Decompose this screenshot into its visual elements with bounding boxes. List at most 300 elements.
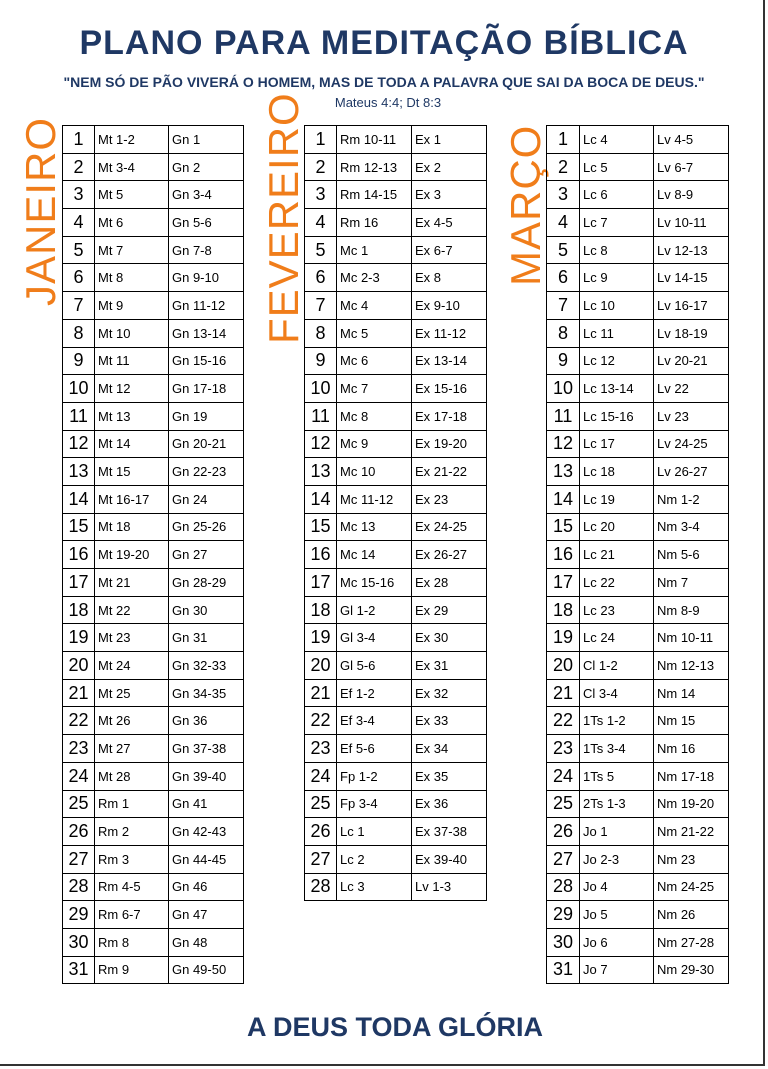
table-row (547, 458, 729, 486)
table-row (63, 928, 244, 956)
new-testament-reading: Jo 1 (580, 818, 654, 846)
table-row (63, 652, 244, 680)
day-number: 20 (63, 652, 95, 680)
old-testament-reading: Gn 13-14 (169, 319, 244, 347)
old-testament-reading: Gn 31 (169, 624, 244, 652)
table-row (547, 541, 729, 569)
old-testament-reading: Nm 21-22 (654, 818, 729, 846)
table-row (63, 679, 244, 707)
day-number: 2 (547, 153, 580, 181)
day-number: 18 (63, 596, 95, 624)
table-row (305, 458, 487, 486)
old-testament-reading: Ex 17-18 (412, 402, 487, 430)
table-row (547, 679, 729, 707)
new-testament-reading: Rm 4-5 (95, 873, 169, 901)
table-row (547, 319, 729, 347)
day-number: 5 (63, 236, 95, 264)
old-testament-reading: Gn 49-50 (169, 956, 244, 984)
table-row (305, 707, 487, 735)
day-number: 19 (547, 624, 580, 652)
new-testament-reading: Mc 1 (337, 236, 412, 264)
table-row (547, 485, 729, 513)
verse-reference: Mateus 4:4; Dt 8:3 (334, 95, 442, 110)
table-row (63, 707, 244, 735)
table-row (63, 956, 244, 984)
table-row (63, 319, 244, 347)
day-number: 14 (305, 485, 337, 513)
day-number: 17 (547, 569, 580, 597)
day-number: 16 (63, 541, 95, 569)
new-testament-reading: Mc 11-12 (337, 485, 412, 513)
day-number: 13 (547, 458, 580, 486)
day-number: 14 (547, 485, 580, 513)
day-number: 25 (305, 790, 337, 818)
day-number: 3 (305, 181, 337, 209)
new-testament-reading: Mt 19-20 (95, 541, 169, 569)
new-testament-reading: Lc 1 (337, 818, 412, 846)
old-testament-reading: Ex 28 (412, 569, 487, 597)
new-testament-reading: Jo 7 (580, 956, 654, 984)
table-row (547, 845, 729, 873)
new-testament-reading: Mc 13 (337, 513, 412, 541)
table-row (547, 624, 729, 652)
new-testament-reading: Lc 2 (337, 845, 412, 873)
new-testament-reading: Lc 12 (580, 347, 654, 375)
old-testament-reading: Gn 46 (169, 873, 244, 901)
old-testament-reading: Lv 18-19 (654, 319, 729, 347)
table-row (547, 430, 729, 458)
new-testament-reading: 1Ts 1-2 (580, 707, 654, 735)
table-row (63, 873, 244, 901)
new-testament-reading: Jo 6 (580, 928, 654, 956)
day-number: 28 (305, 873, 337, 901)
old-testament-reading: Gn 2 (169, 153, 244, 181)
new-testament-reading: Jo 2-3 (580, 845, 654, 873)
new-testament-reading: 1Ts 3-4 (580, 735, 654, 763)
day-number: 27 (63, 845, 95, 873)
new-testament-reading: Mt 16-17 (95, 485, 169, 513)
new-testament-reading: Rm 2 (95, 818, 169, 846)
day-number: 26 (63, 818, 95, 846)
day-number: 8 (305, 319, 337, 347)
table-row (305, 485, 487, 513)
new-testament-reading: Lc 21 (580, 541, 654, 569)
old-testament-reading: Ex 8 (412, 264, 487, 292)
old-testament-reading: Nm 29-30 (654, 956, 729, 984)
day-number: 9 (547, 347, 580, 375)
new-testament-reading: Rm 9 (95, 956, 169, 984)
day-number: 24 (305, 762, 337, 790)
new-testament-reading: Jo 5 (580, 901, 654, 929)
day-number: 27 (305, 845, 337, 873)
old-testament-reading: Nm 1-2 (654, 485, 729, 513)
new-testament-reading: Fp 3-4 (337, 790, 412, 818)
new-testament-reading: Lc 5 (580, 153, 654, 181)
table-row (305, 845, 487, 873)
new-testament-reading: Lc 22 (580, 569, 654, 597)
table-row (547, 209, 729, 237)
day-number: 8 (547, 319, 580, 347)
old-testament-reading: Ex 30 (412, 624, 487, 652)
new-testament-reading: Mt 24 (95, 652, 169, 680)
new-testament-reading: Mt 27 (95, 735, 169, 763)
day-number: 20 (547, 652, 580, 680)
old-testament-reading: Lv 14-15 (654, 264, 729, 292)
day-number: 2 (305, 153, 337, 181)
old-testament-reading: Ex 33 (412, 707, 487, 735)
new-testament-reading: Mt 26 (95, 707, 169, 735)
old-testament-reading: Gn 5-6 (169, 209, 244, 237)
table-row (63, 569, 244, 597)
table-row (547, 513, 729, 541)
old-testament-reading: Lv 20-21 (654, 347, 729, 375)
reading-table-janeiro (62, 125, 244, 984)
day-number: 8 (63, 319, 95, 347)
old-testament-reading: Ex 9-10 (412, 292, 487, 320)
old-testament-reading: Nm 23 (654, 845, 729, 873)
old-testament-reading: Ex 15-16 (412, 375, 487, 403)
old-testament-reading: Nm 15 (654, 707, 729, 735)
old-testament-reading: Gn 30 (169, 596, 244, 624)
new-testament-reading: Mc 10 (337, 458, 412, 486)
day-number: 9 (305, 347, 337, 375)
day-number: 4 (305, 209, 337, 237)
new-testament-reading: Mc 5 (337, 319, 412, 347)
table-row (547, 347, 729, 375)
day-number: 12 (63, 430, 95, 458)
old-testament-reading: Lv 10-11 (654, 209, 729, 237)
table-row (547, 928, 729, 956)
day-number: 24 (63, 762, 95, 790)
table-row (63, 513, 244, 541)
day-number: 16 (547, 541, 580, 569)
old-testament-reading: Lv 24-25 (654, 430, 729, 458)
day-number: 26 (305, 818, 337, 846)
table-row (547, 153, 729, 181)
day-number: 21 (547, 679, 580, 707)
month-label-marco: MARÇO (502, 124, 549, 286)
table-row (305, 126, 487, 154)
day-number: 1 (305, 126, 337, 154)
old-testament-reading: Nm 3-4 (654, 513, 729, 541)
table-row (63, 485, 244, 513)
new-testament-reading: Mt 12 (95, 375, 169, 403)
day-number: 11 (63, 402, 95, 430)
table-row (63, 901, 244, 929)
day-number: 31 (547, 956, 580, 984)
day-number: 4 (547, 209, 580, 237)
table-row (63, 402, 244, 430)
new-testament-reading: Lc 11 (580, 319, 654, 347)
day-number: 17 (63, 569, 95, 597)
table-row (63, 153, 244, 181)
old-testament-reading: Nm 7 (654, 569, 729, 597)
day-number: 1 (547, 126, 580, 154)
old-testament-reading: Gn 39-40 (169, 762, 244, 790)
new-testament-reading: Fp 1-2 (337, 762, 412, 790)
new-testament-reading: Mt 3-4 (95, 153, 169, 181)
table-row (63, 292, 244, 320)
day-number: 5 (305, 236, 337, 264)
table-row (63, 375, 244, 403)
table-row (305, 236, 487, 264)
new-testament-reading: Mt 9 (95, 292, 169, 320)
old-testament-reading: Ex 19-20 (412, 430, 487, 458)
day-number: 4 (63, 209, 95, 237)
table-row (63, 430, 244, 458)
old-testament-reading: Gn 34-35 (169, 679, 244, 707)
table-row (63, 596, 244, 624)
new-testament-reading: Lc 24 (580, 624, 654, 652)
day-number: 24 (547, 762, 580, 790)
old-testament-reading: Nm 5-6 (654, 541, 729, 569)
old-testament-reading: Ex 37-38 (412, 818, 487, 846)
new-testament-reading: Lc 23 (580, 596, 654, 624)
table-row (547, 264, 729, 292)
old-testament-reading: Nm 10-11 (654, 624, 729, 652)
old-testament-reading: Gn 17-18 (169, 375, 244, 403)
table-row (305, 513, 487, 541)
table-row (547, 652, 729, 680)
new-testament-reading: Rm 14-15 (337, 181, 412, 209)
day-number: 18 (547, 596, 580, 624)
page-title: PLANO PARA MEDITAÇÃO BÍBLICA (79, 24, 689, 62)
table-row (305, 762, 487, 790)
new-testament-reading: Mc 7 (337, 375, 412, 403)
table-row (63, 762, 244, 790)
old-testament-reading: Gn 36 (169, 707, 244, 735)
day-number: 7 (63, 292, 95, 320)
old-testament-reading: Ex 35 (412, 762, 487, 790)
new-testament-reading: Mt 15 (95, 458, 169, 486)
old-testament-reading: Ex 13-14 (412, 347, 487, 375)
table-row (305, 541, 487, 569)
day-number: 22 (305, 707, 337, 735)
new-testament-reading: Mc 8 (337, 402, 412, 430)
old-testament-reading: Ex 23 (412, 485, 487, 513)
old-testament-reading: Gn 41 (169, 790, 244, 818)
new-testament-reading: 2Ts 1-3 (580, 790, 654, 818)
table-row (63, 236, 244, 264)
day-number: 15 (63, 513, 95, 541)
old-testament-reading: Gn 27 (169, 541, 244, 569)
old-testament-reading: Lv 22 (654, 375, 729, 403)
day-number: 23 (547, 735, 580, 763)
day-number: 6 (63, 264, 95, 292)
new-testament-reading: Mt 22 (95, 596, 169, 624)
table-row (63, 735, 244, 763)
day-number: 17 (305, 569, 337, 597)
table-row (547, 707, 729, 735)
reading-table-marco (546, 125, 729, 984)
day-number: 11 (305, 402, 337, 430)
table-row (305, 652, 487, 680)
old-testament-reading: Gn 11-12 (169, 292, 244, 320)
table-row (305, 292, 487, 320)
table-row (305, 319, 487, 347)
old-testament-reading: Nm 12-13 (654, 652, 729, 680)
new-testament-reading: Mc 6 (337, 347, 412, 375)
table-row (63, 790, 244, 818)
new-testament-reading: Cl 3-4 (580, 679, 654, 707)
new-testament-reading: Lc 9 (580, 264, 654, 292)
old-testament-reading: Ex 32 (412, 679, 487, 707)
table-row (63, 347, 244, 375)
day-number: 13 (63, 458, 95, 486)
new-testament-reading: Ef 3-4 (337, 707, 412, 735)
new-testament-reading: Lc 10 (580, 292, 654, 320)
table-row (63, 126, 244, 154)
day-number: 22 (63, 707, 95, 735)
new-testament-reading: Mc 4 (337, 292, 412, 320)
day-number: 28 (63, 873, 95, 901)
new-testament-reading: Mt 28 (95, 762, 169, 790)
table-row (63, 181, 244, 209)
table-row (305, 873, 487, 901)
old-testament-reading: Lv 4-5 (654, 126, 729, 154)
old-testament-reading: Lv 12-13 (654, 236, 729, 264)
new-testament-reading: Lc 19 (580, 485, 654, 513)
table-row (63, 264, 244, 292)
day-number: 27 (547, 845, 580, 873)
day-number: 19 (305, 624, 337, 652)
month-label-fevereiro: FEVEREIRO (260, 92, 307, 344)
old-testament-reading: Nm 27-28 (654, 928, 729, 956)
old-testament-reading: Ex 4-5 (412, 209, 487, 237)
old-testament-reading: Lv 26-27 (654, 458, 729, 486)
day-number: 3 (547, 181, 580, 209)
day-number: 25 (547, 790, 580, 818)
footer-text: A DEUS TODA GLÓRIA (246, 1012, 543, 1042)
old-testament-reading: Ex 21-22 (412, 458, 487, 486)
table-row (63, 818, 244, 846)
table-row (305, 347, 487, 375)
table-row (547, 762, 729, 790)
old-testament-reading: Ex 24-25 (412, 513, 487, 541)
new-testament-reading: Lc 15-16 (580, 402, 654, 430)
table-row (305, 430, 487, 458)
reading-table-fevereiro (304, 125, 487, 901)
old-testament-reading: Ex 26-27 (412, 541, 487, 569)
day-number: 22 (547, 707, 580, 735)
table-row (547, 873, 729, 901)
old-testament-reading: Ex 39-40 (412, 845, 487, 873)
day-number: 7 (547, 292, 580, 320)
new-testament-reading: Mt 7 (95, 236, 169, 264)
old-testament-reading: Lv 6-7 (654, 153, 729, 181)
day-number: 26 (547, 818, 580, 846)
new-testament-reading: Lc 3 (337, 873, 412, 901)
new-testament-reading: Mc 2-3 (337, 264, 412, 292)
old-testament-reading: Gn 15-16 (169, 347, 244, 375)
day-number: 19 (63, 624, 95, 652)
day-number: 3 (63, 181, 95, 209)
new-testament-reading: 1Ts 5 (580, 762, 654, 790)
old-testament-reading: Gn 44-45 (169, 845, 244, 873)
old-testament-reading: Ex 6-7 (412, 236, 487, 264)
day-number: 30 (547, 928, 580, 956)
new-testament-reading: Mt 13 (95, 402, 169, 430)
table-row (305, 209, 487, 237)
old-testament-reading: Gn 32-33 (169, 652, 244, 680)
new-testament-reading: Rm 8 (95, 928, 169, 956)
table-row (305, 153, 487, 181)
old-testament-reading: Nm 19-20 (654, 790, 729, 818)
new-testament-reading: Lc 20 (580, 513, 654, 541)
old-testament-reading: Gn 20-21 (169, 430, 244, 458)
table-row (547, 402, 729, 430)
table-row (305, 679, 487, 707)
month-label-janeiro: JANEIRO (17, 116, 64, 306)
old-testament-reading: Nm 17-18 (654, 762, 729, 790)
table-row (547, 735, 729, 763)
old-testament-reading: Ex 36 (412, 790, 487, 818)
new-testament-reading: Cl 1-2 (580, 652, 654, 680)
day-number: 30 (63, 928, 95, 956)
table-row (305, 402, 487, 430)
new-testament-reading: Mt 10 (95, 319, 169, 347)
day-number: 6 (547, 264, 580, 292)
new-testament-reading: Ef 5-6 (337, 735, 412, 763)
old-testament-reading: Nm 14 (654, 679, 729, 707)
old-testament-reading: Nm 8-9 (654, 596, 729, 624)
table-row (547, 181, 729, 209)
new-testament-reading: Mt 14 (95, 430, 169, 458)
new-testament-reading: Mt 18 (95, 513, 169, 541)
day-number: 10 (305, 375, 337, 403)
table-row (305, 569, 487, 597)
new-testament-reading: Gl 1-2 (337, 596, 412, 624)
new-testament-reading: Lc 8 (580, 236, 654, 264)
table-row (547, 236, 729, 264)
day-number: 12 (547, 430, 580, 458)
old-testament-reading: Gn 22-23 (169, 458, 244, 486)
old-testament-reading: Nm 24-25 (654, 873, 729, 901)
new-testament-reading: Jo 4 (580, 873, 654, 901)
day-number: 1 (63, 126, 95, 154)
day-number: 14 (63, 485, 95, 513)
new-testament-reading: Gl 5-6 (337, 652, 412, 680)
day-number: 10 (547, 375, 580, 403)
new-testament-reading: Rm 16 (337, 209, 412, 237)
day-number: 13 (305, 458, 337, 486)
table-row (547, 596, 729, 624)
day-number: 23 (63, 735, 95, 763)
new-testament-reading: Mc 14 (337, 541, 412, 569)
table-row (547, 956, 729, 984)
day-number: 20 (305, 652, 337, 680)
day-number: 12 (305, 430, 337, 458)
day-number: 6 (305, 264, 337, 292)
table-row (63, 458, 244, 486)
day-number: 21 (305, 679, 337, 707)
new-testament-reading: Ef 1-2 (337, 679, 412, 707)
day-number: 28 (547, 873, 580, 901)
day-number: 25 (63, 790, 95, 818)
new-testament-reading: Lc 6 (580, 181, 654, 209)
day-number: 7 (305, 292, 337, 320)
day-number: 31 (63, 956, 95, 984)
old-testament-reading: Gn 7-8 (169, 236, 244, 264)
old-testament-reading: Gn 37-38 (169, 735, 244, 763)
old-testament-reading: Gn 47 (169, 901, 244, 929)
day-number: 18 (305, 596, 337, 624)
old-testament-reading: Gn 48 (169, 928, 244, 956)
old-testament-reading: Lv 16-17 (654, 292, 729, 320)
table-row (305, 790, 487, 818)
day-number: 23 (305, 735, 337, 763)
old-testament-reading: Gn 19 (169, 402, 244, 430)
